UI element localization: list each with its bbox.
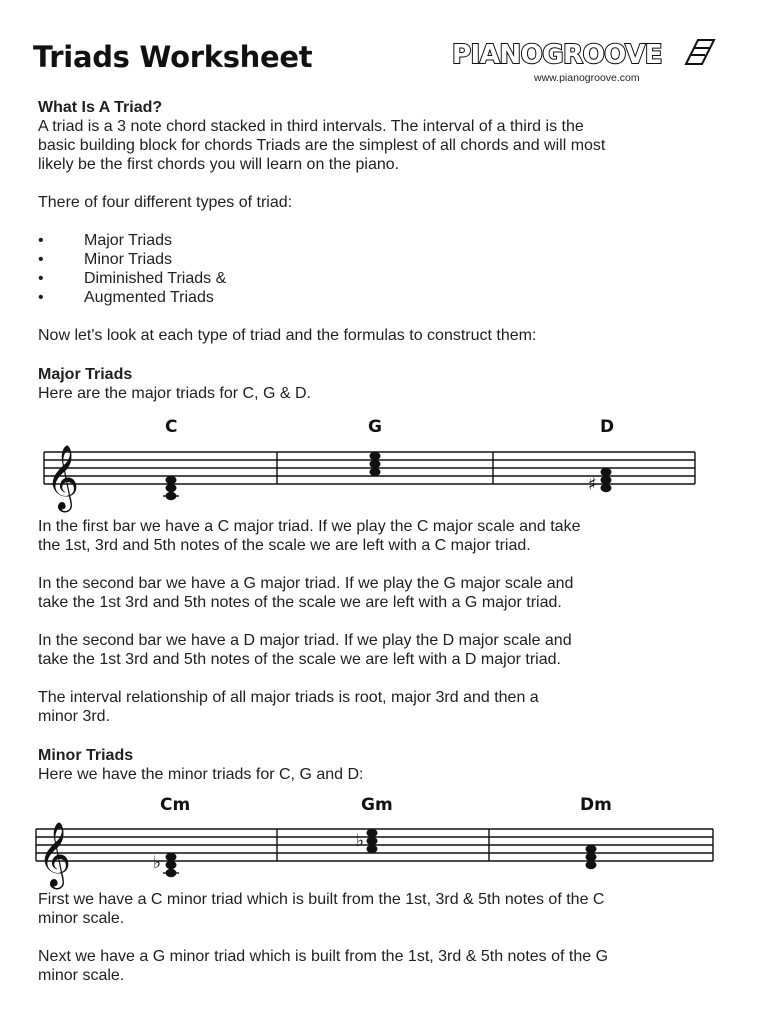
major-paragraph: minor 3rd.	[38, 708, 111, 725]
major-paragraph: take the 1st 3rd and 5th notes of the scale we are left with a D major triad.	[38, 651, 561, 668]
minor-paragraph: Next we have a G minor triad which is built from the 1st, 3rd & 5th notes of the G	[38, 948, 609, 965]
c-minor-triad-notes	[163, 853, 179, 877]
chord-symbol: Gm	[361, 795, 393, 815]
intro-line: likely be the first chords you will learn on the piano.	[38, 156, 400, 173]
page-title: Triads Worksheet	[33, 40, 313, 74]
minor-paragraph: minor scale.	[38, 910, 125, 927]
g-minor-triad-notes	[367, 829, 378, 853]
chord-symbol: Dm	[580, 795, 612, 815]
major-subtitle: Here are the major triads for C, G & D.	[38, 385, 311, 402]
flat-icon: ♭	[356, 831, 365, 851]
d-minor-triad-notes	[586, 845, 597, 869]
chord-symbol: C	[165, 417, 178, 437]
minor-paragraph: First we have a C minor triad which is built from the 1st, 3rd & 5th notes of the C	[38, 891, 605, 908]
g-major-triad-notes	[370, 452, 381, 476]
section-heading-what-is-triad: What Is A Triad?	[38, 99, 163, 116]
minor-paragraph: minor scale.	[38, 967, 125, 984]
logo-wordmark: PIANOGROOVE	[452, 40, 662, 70]
list-item-minor: Minor Triads	[84, 251, 173, 268]
major-paragraph: the 1st, 3rd and 5th notes of the scale we are left with a C major triad.	[38, 537, 531, 554]
major-paragraph: In the first bar we have a C major triad. If we play the C major scale and take	[38, 518, 581, 535]
list-item-major: Major Triads	[84, 232, 173, 249]
lets-look-text: Now let's look at each type of triad and the formulas to construct them:	[38, 327, 537, 344]
bullet: •	[38, 289, 44, 306]
major-paragraph: The interval relationship of all major triads is root, major 3rd and then a	[38, 689, 539, 706]
bullet: •	[38, 270, 44, 287]
intro-line: basic building block for chords Triads are the simplest of all chords and will most	[38, 137, 606, 154]
c-major-triad-notes	[163, 476, 179, 500]
treble-clef-icon: 𝄞	[46, 445, 80, 510]
flat-icon: ♭	[153, 853, 162, 873]
major-paragraph: take the 1st 3rd and 5th notes of the scale we are left with a G major triad.	[38, 594, 562, 611]
pianogroove-logo	[452, 38, 718, 88]
logo-url: www.pianogroove.com	[534, 72, 640, 84]
major-staff	[0, 410, 768, 510]
types-intro: There of four different types of triad:	[38, 194, 293, 211]
list-item-augmented: Augmented Triads	[84, 289, 214, 306]
chord-symbol: G	[368, 417, 382, 437]
bullet: •	[38, 251, 44, 268]
treble-clef-icon: 𝄞	[38, 822, 72, 887]
section-heading-minor: Minor Triads	[38, 747, 134, 764]
chord-symbol: D	[600, 417, 615, 437]
major-paragraph: In the second bar we have a G major triad. If we play the G major scale and	[38, 575, 574, 592]
intro-line: A triad is a 3 note chord stacked in third intervals. The interval of a third is the	[38, 118, 584, 135]
section-heading-major: Major Triads	[38, 366, 133, 383]
minor-staff	[0, 788, 768, 887]
chord-symbol: Cm	[160, 795, 191, 815]
d-major-triad-notes	[601, 468, 612, 492]
minor-subtitle: Here we have the minor triads for C, G and D:	[38, 766, 364, 783]
list-item-diminished: Diminished Triads &	[84, 270, 227, 287]
major-paragraph: In the second bar we have a D major triad. If we play the D major scale and	[38, 632, 572, 649]
bullet: •	[38, 232, 44, 249]
sharp-icon: ♯	[588, 474, 597, 495]
piano-keys-icon	[684, 38, 716, 66]
